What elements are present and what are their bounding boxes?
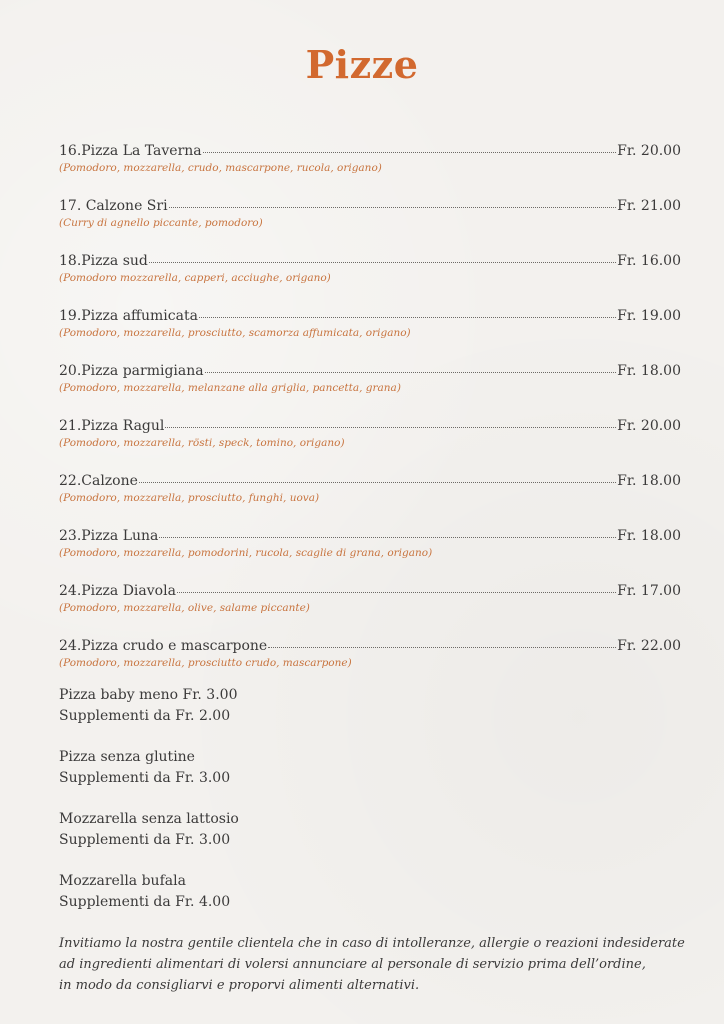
item-description: (Pomodoro, mozzarella, prosciutto, scamorza affumicata, origano) (59, 327, 411, 339)
dot-leader (177, 591, 616, 593)
item-price: Fr. 20.00 (617, 143, 681, 159)
item-name: 19.Pizza affumicata (59, 308, 198, 324)
extra-supplement: Supplementi da Fr. 2.00 (59, 708, 231, 724)
extra-label: Mozzarella senza lattosio (59, 811, 239, 827)
item-description: (Pomodoro, mozzarella, prosciutto, funghi, uova) (59, 492, 320, 504)
item-name: 20.Pizza parmigiana (59, 363, 204, 379)
dot-leader (149, 261, 616, 263)
item-name: 18.Pizza sud (59, 253, 148, 269)
menu-item (59, 471, 681, 526)
extra-group (59, 747, 239, 789)
menu-item (59, 581, 681, 636)
dot-leader (199, 316, 616, 318)
extra-group (59, 685, 239, 727)
menu-item (59, 636, 681, 691)
menu-item (59, 141, 681, 196)
item-price: Fr. 21.00 (617, 198, 681, 214)
menu-item (59, 196, 681, 251)
item-description: (Curry di agnello piccante, pomodoro) (59, 217, 263, 229)
extra-label: Pizza senza glutine (59, 749, 195, 765)
menu-item (59, 306, 681, 361)
pizza-list (59, 141, 681, 691)
item-description: (Pomodoro, mozzarella, rösti, speck, tomino, origano) (59, 437, 345, 449)
extra-supplement: Supplementi da Fr. 3.00 (59, 832, 231, 848)
item-name: 22.Calzone (59, 473, 138, 489)
allergy-note (59, 933, 689, 996)
item-price: Fr. 19.00 (617, 308, 681, 324)
dot-leader (139, 481, 616, 483)
menu-item (59, 251, 681, 306)
extra-supplement: Supplementi da Fr. 3.00 (59, 770, 231, 786)
item-name: 21.Pizza Ragul (59, 418, 165, 434)
dot-leader (205, 371, 617, 373)
item-description: (Pomodoro, mozzarella, prosciutto crudo, mascarpone) (59, 657, 352, 669)
extra-label: Pizza baby meno Fr. 3.00 (59, 687, 238, 703)
item-price: Fr. 20.00 (617, 418, 681, 434)
dot-leader (268, 646, 616, 648)
note-line: ad ingredienti alimentari di volersi annunciare al personale di servizio prima dell’ordine, (59, 957, 646, 972)
extras-section (59, 685, 239, 933)
extra-supplement: Supplementi da Fr. 4.00 (59, 894, 231, 910)
dot-leader (169, 206, 617, 208)
item-description: (Pomodoro, mozzarella, melanzane alla griglia, pancetta, grana) (59, 382, 401, 394)
item-name: 23.Pizza Luna (59, 528, 159, 544)
item-name: 24.Pizza crudo e mascarpone (59, 638, 268, 654)
item-name: 24.Pizza Diavola (59, 583, 176, 599)
item-description: (Pomodoro, mozzarella, crudo, mascarpone, rucola, origano) (59, 162, 382, 174)
dot-leader (159, 536, 616, 538)
extra-group (59, 809, 239, 851)
item-description: (Pomodoro, mozzarella, olive, salame piccante) (59, 602, 310, 614)
item-price: Fr. 18.00 (617, 528, 681, 544)
item-name: 16.Pizza La Taverna (59, 143, 202, 159)
dot-leader (165, 426, 616, 428)
extra-label: Mozzarella bufala (59, 873, 186, 889)
menu-item (59, 416, 681, 471)
item-price: Fr. 18.00 (617, 473, 681, 489)
item-description: (Pomodoro, mozzarella, pomodorini, rucola, scaglie di grana, origano) (59, 547, 433, 559)
item-price: Fr. 18.00 (617, 363, 681, 379)
item-name: 17. Calzone Sri (59, 198, 168, 214)
dot-leader (203, 151, 616, 153)
note-line: Invitiamo la nostra gentile clientela che in caso di intolleranze, allergie o reazioni indesiderate (59, 936, 685, 951)
page-title: Pizze (305, 42, 419, 87)
menu-item (59, 361, 681, 416)
item-price: Fr. 17.00 (617, 583, 681, 599)
extra-group (59, 871, 239, 913)
note-line: in modo da consigliarvi e proporvi alimenti alternativi. (59, 978, 420, 993)
menu-item (59, 526, 681, 581)
item-price: Fr. 22.00 (617, 638, 681, 654)
item-price: Fr. 16.00 (617, 253, 681, 269)
item-description: (Pomodoro mozzarella, capperi, acciughe, origano) (59, 272, 331, 284)
